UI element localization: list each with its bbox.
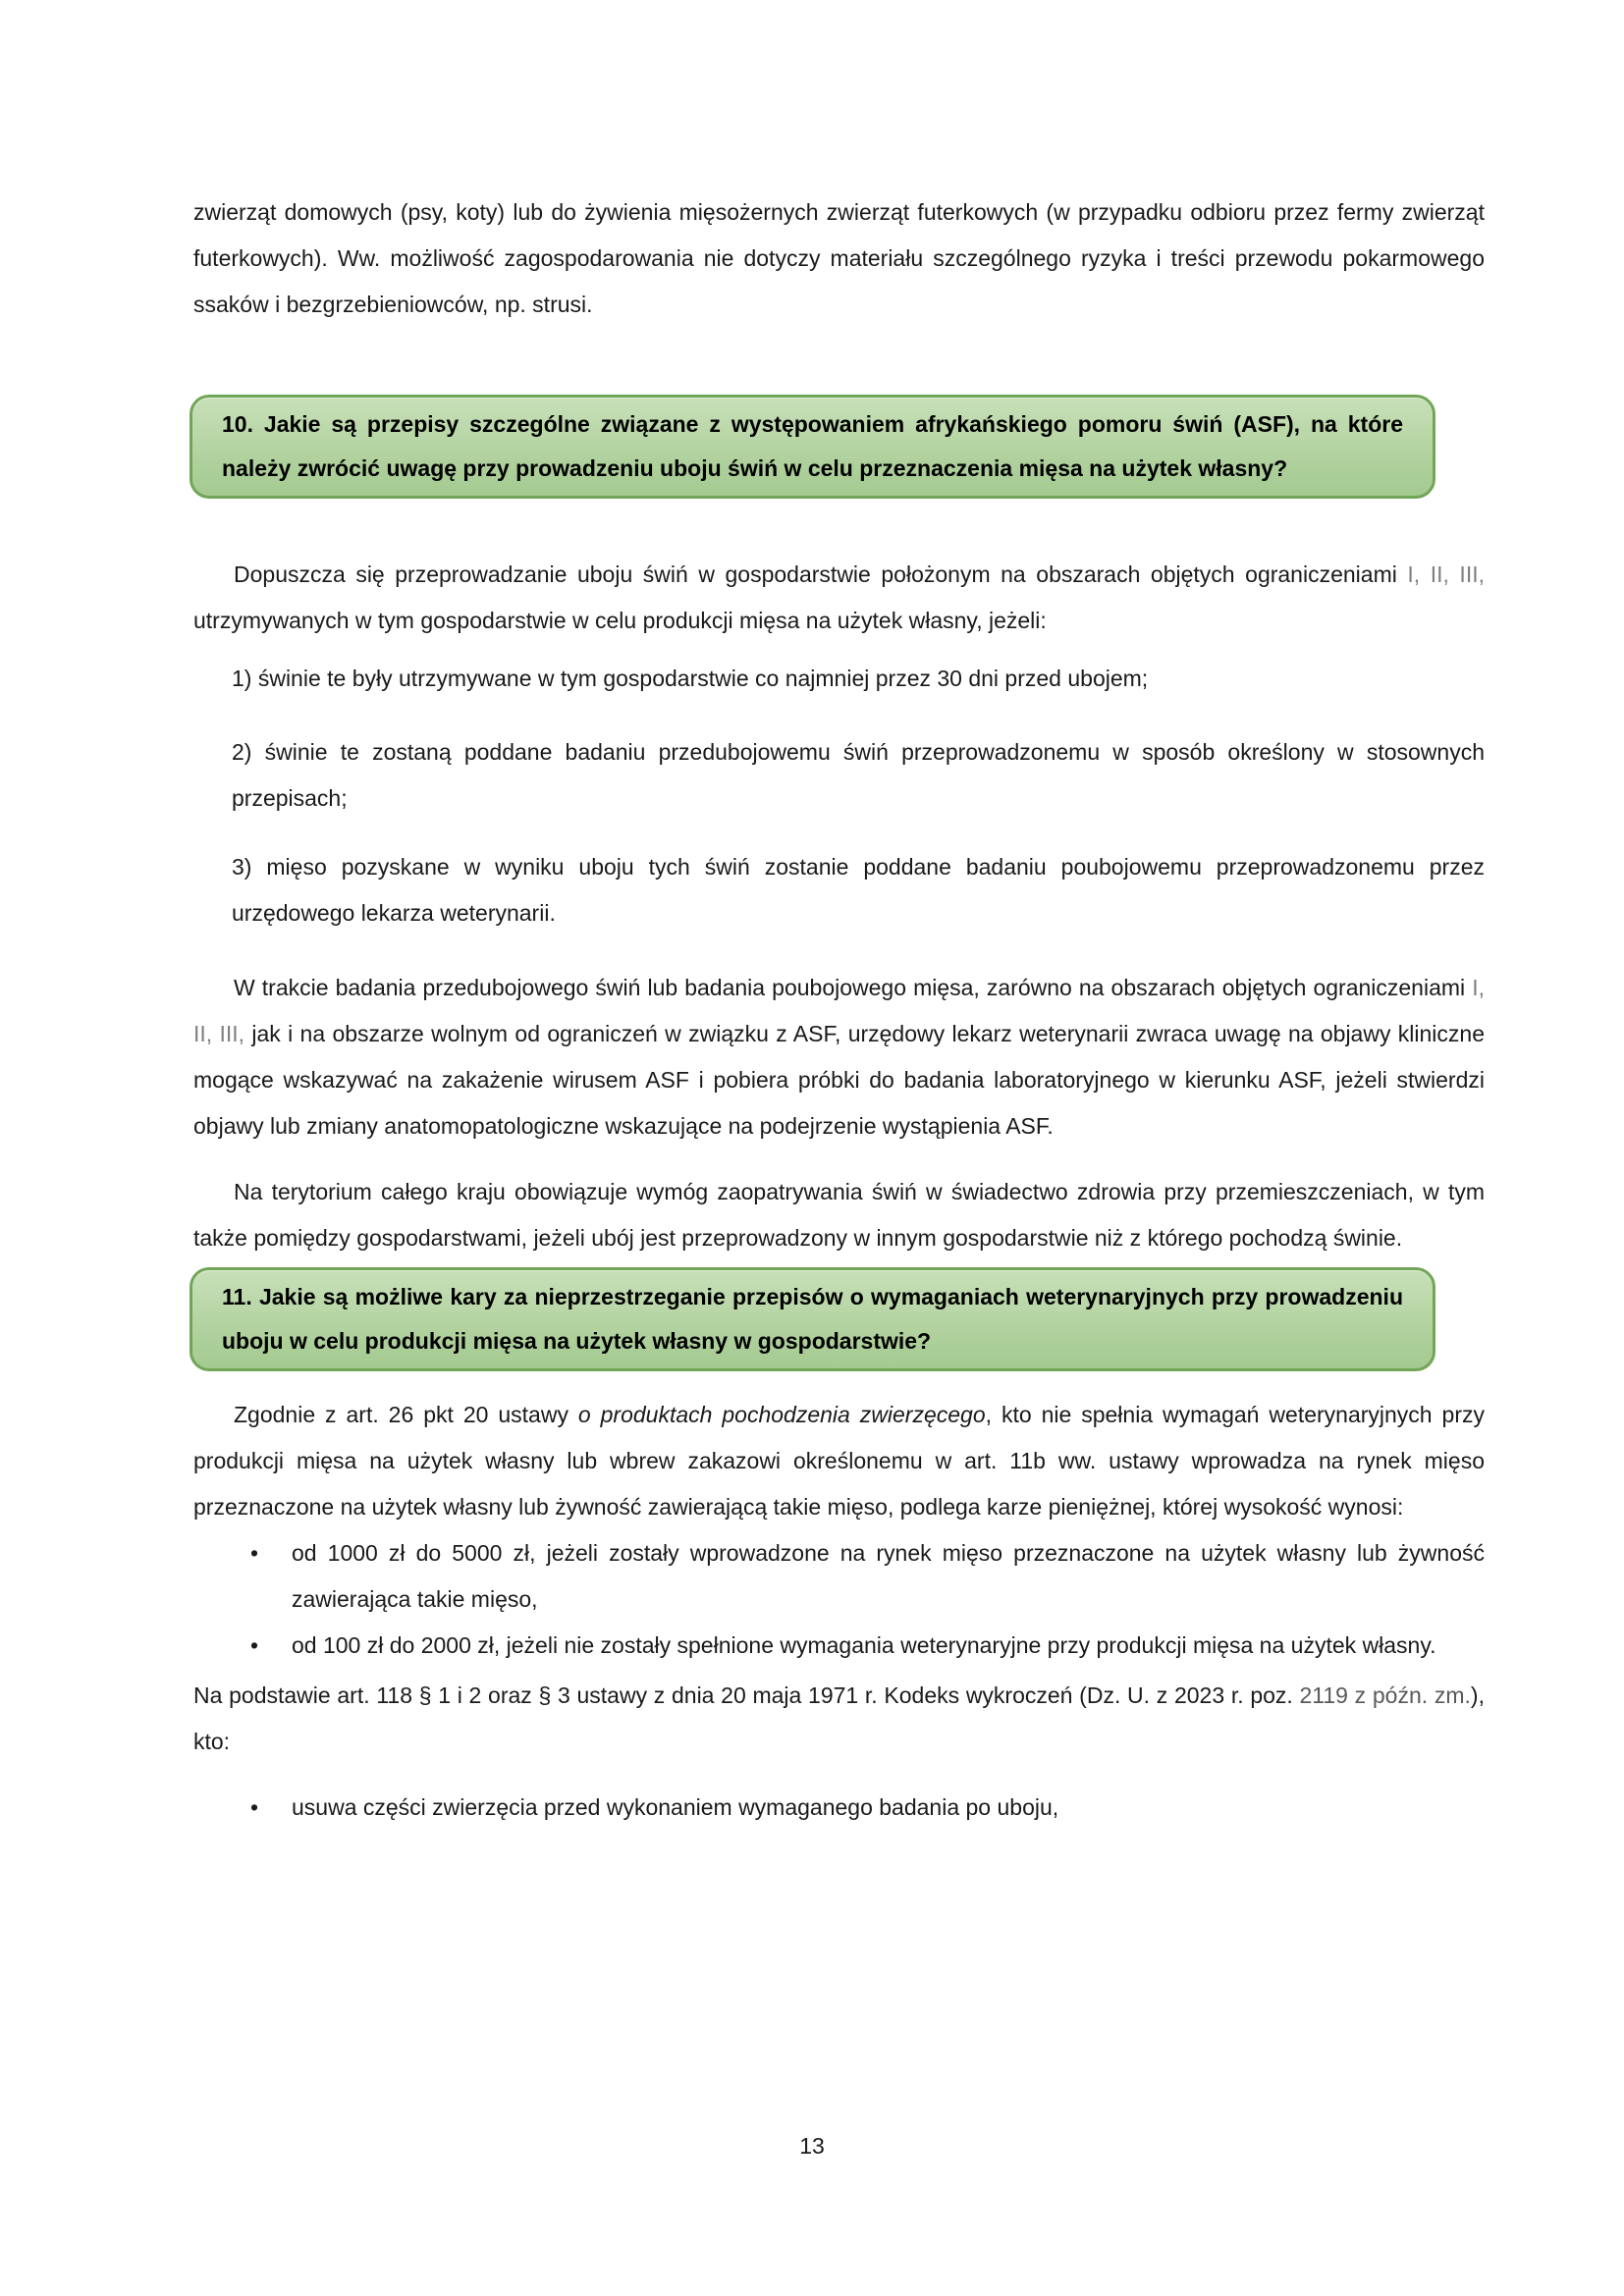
misdemeanor-code-paragraph [193, 1673, 1485, 1765]
fine-bullet-text: od 100 zł do 2000 zł, jeżeli nie zostały spełnione wymagania weterynaryjne przy produkcji mięsa na użytek własny. [292, 1632, 1436, 1658]
health-certificate-paragraph: Na terytorium całego kraju obowiązuje wymóg zaopatrywania świń w świadectwo zdrowia przy przemieszczeniach, w tym także pomiędzy gospodarstwami, jeżeli ubój jest przeprowadzony w innym gospodarstwie niż z którego pochodzą świnie. [193, 1179, 1485, 1251]
page-number: 13 [799, 2133, 825, 2159]
restriction-zones-numerals: I, II, III, [1407, 561, 1485, 587]
intro-paragraph: zwierząt domowych (psy, koty) lub do żywienia mięsożernych zwierząt futerkowych (w przypadku odbioru przez fermy zwierząt futerkowych). Ww. możliwość zagospodarowania nie dotyczy materiału szczególnego ryzyka i treści przewodu pokarmowego ssaków i bezgrzebieniowców, np. strusi. [193, 199, 1485, 317]
asf-inspection-text-before: W trakcie badania przedubojowego świń lub badania poubojowego mięsa, zarówno na obszarach objętych ograniczeniami [234, 975, 1473, 1000]
journal-reference: 2119 z późn. zm. [1299, 1682, 1471, 1708]
code-text-after: ), kto: [193, 1682, 1485, 1754]
bullet-marker: • [250, 1540, 259, 1566]
code-text-before: Na podstawie art. 118 § 1 i 2 oraz § 3 ustawy z dnia 20 maja 1971 r. Kodeks wykroczeń (Dz. U. z 2023 r. poz. [193, 1682, 1300, 1708]
q10-conditions-text-before: Dopuszcza się przeprowadzanie uboju świń w gospodarstwie położonym na obszarach objętych ograniczeniami [234, 561, 1408, 587]
offense-bullet-text: usuwa części zwierzęcia przed wykonaniem wymaganego badania po uboju, [292, 1794, 1059, 1820]
fine-bullet-item [193, 1623, 1485, 1669]
numbered-item-2: 2) świnie te zostaną poddane badaniu przedubojowemu świń przeprowadzonemu w sposób określony w stosownych przepisach; [232, 739, 1485, 811]
restriction-zones-numerals: I, II, III, [193, 975, 1485, 1046]
bullet-marker: • [250, 1794, 259, 1820]
asf-inspection-text-after: jak i na obszarze wolnym od ograniczeń w związku z ASF, urzędowy lekarz weterynarii zwraca uwagę na objawy kliniczne mogące wskazywać na zakażenie wirusem ASF i pobiera próbki do badania laboratoryjnego w kierunku ASF, jeżeli stwierdzi objawy lub zmiany anatomopatologiczne wskazujące na podejrzenie wystąpienia ASF. [193, 1021, 1485, 1139]
act-title-italic: o produktach pochodzenia zwierzęcego [577, 1402, 986, 1427]
fine-bullet-item [193, 1530, 1485, 1623]
penalties-text-after: , kto nie spełnia wymagań weterynaryjnych przy produkcji mięsa na użytek własny lub wbrew zakazowi określonemu w art. 11b ww. ustawy wprowadza na rynek mięso przeznaczone na użytek własny lub żywność zawierającą takie mięso, podlega karze pieniężnej, której wysokość wynosi: [193, 1402, 1485, 1520]
numbered-item-3: 3) mięso pozyskane w wyniku uboju tych świń zostanie poddane badaniu poubojowemu przeprowadzonemu przez urzędowego lekarza weterynarii. [232, 854, 1485, 926]
penalties-paragraph [193, 1392, 1485, 1530]
numbered-item-1: 1) świnie te były utrzymywane w tym gospodarstwie co najmniej przez 30 dni przed ubojem; [232, 666, 1149, 691]
fine-amounts-list [193, 1530, 1485, 1669]
fine-bullet-text: od 1000 zł do 5000 zł, jeżeli zostały wprowadzone na rynek mięso przeznaczone na użytek własny lub żywność zawierająca takie mięso, [292, 1540, 1485, 1612]
question-10-box [189, 395, 1435, 499]
asf-inspection-paragraph [193, 965, 1485, 1149]
bullet-marker: • [250, 1632, 259, 1658]
question-10-heading: 10. Jakie są przepisy szczególne związane z występowaniem afrykańskiego pomoru świń (ASF), na które należy zwrócić uwagę przy prowadzeniu uboju świń w celu przeznaczenia mięsa na użytek własny? [222, 411, 1403, 481]
question-11-heading: 11. Jakie są możliwe kary za nieprzestrzeganie przepisów o wymaganiach weterynaryjnych przy prowadzeniu uboju w celu produkcji mięsa na użytek własny w gospodarstwie? [222, 1284, 1403, 1354]
q10-conditions-paragraph [193, 552, 1485, 644]
q10-conditions-text-after: utrzymywanych w tym gospodarstwie w celu produkcji mięsa na użytek własny, jeżeli: [193, 608, 1047, 633]
penalties-text-before: Zgodnie z art. 26 pkt 20 ustawy [234, 1402, 578, 1427]
offenses-list [193, 1785, 1485, 1831]
offense-bullet-item [193, 1785, 1485, 1831]
question-11-box [189, 1267, 1435, 1371]
